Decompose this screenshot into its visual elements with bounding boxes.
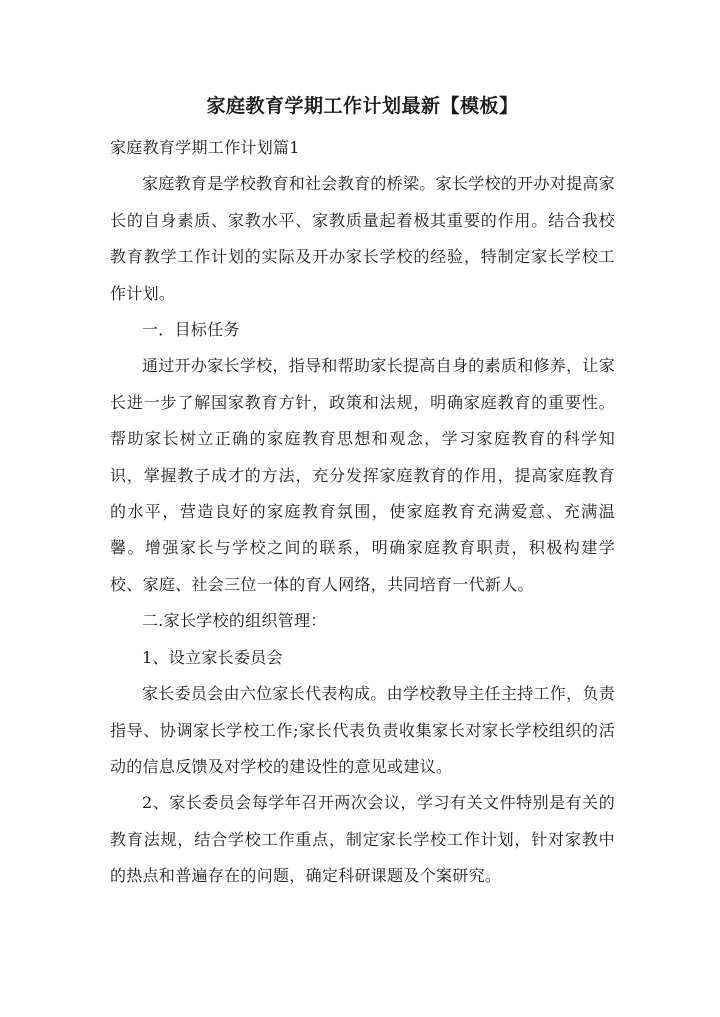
paragraph-committee: 家长委员会由六位家长代表构成。由学校教导主任主持工作，负责指导、协调家长学校工作;家长代表负责收集家长对家长学校组织的活动的信息反馈及对学校的建设性的意见或建议。 [110,684,615,776]
document-title: 家庭教育学期工作计划最新【模板】 [206,95,519,117]
paragraph-meetings: 2、家长委员会每学年召开两次会议，学习有关文件特别是有关的教育法规，结合学校工作重点，制定家长学校工作计划，针对家教中的热点和普遍存在的问题，确定科研课题及个案研究。 [110,793,615,886]
section-subtitle: 家庭教育学期工作计划篇1 [110,138,300,157]
heading-committee: 1、设立家长委员会 [142,647,283,667]
document-page [110,88,615,895]
heading-goals: 一．目标任务 [142,320,240,340]
paragraph-goals: 通过开办家长学校，指导和帮助家长提高自身的素质和修养，让家长进一步了解国家教育方针，政策和法规，明确家庭教育的重要性。帮助家长树立正确的家庭教育思想和观念，学习家庭教育的科学知识，掌握教子成才的方法，充分发挥家庭教育的作用，提高家庭教育的水平，营造良好的家庭教育氛围，使家庭教育充满爱意、充满温馨。增强家长与学校之间的联系，明确家庭教育职责，积极构建学校、家庭、社会三位一体的育人网络，共同培育一代新人。 [110,356,615,594]
heading-organization: 二.家长学校的组织管理： [142,611,327,631]
paragraph-intro: 家庭教育是学校教育和社会教育的桥梁。家长学校的开办对提高家长的自身素质、家教水平、家教质量起着极其重要的作用。结合我校教育教学工作计划的实际及开办家长学校的经验，特制定家长学校工作计划。 [110,174,615,303]
